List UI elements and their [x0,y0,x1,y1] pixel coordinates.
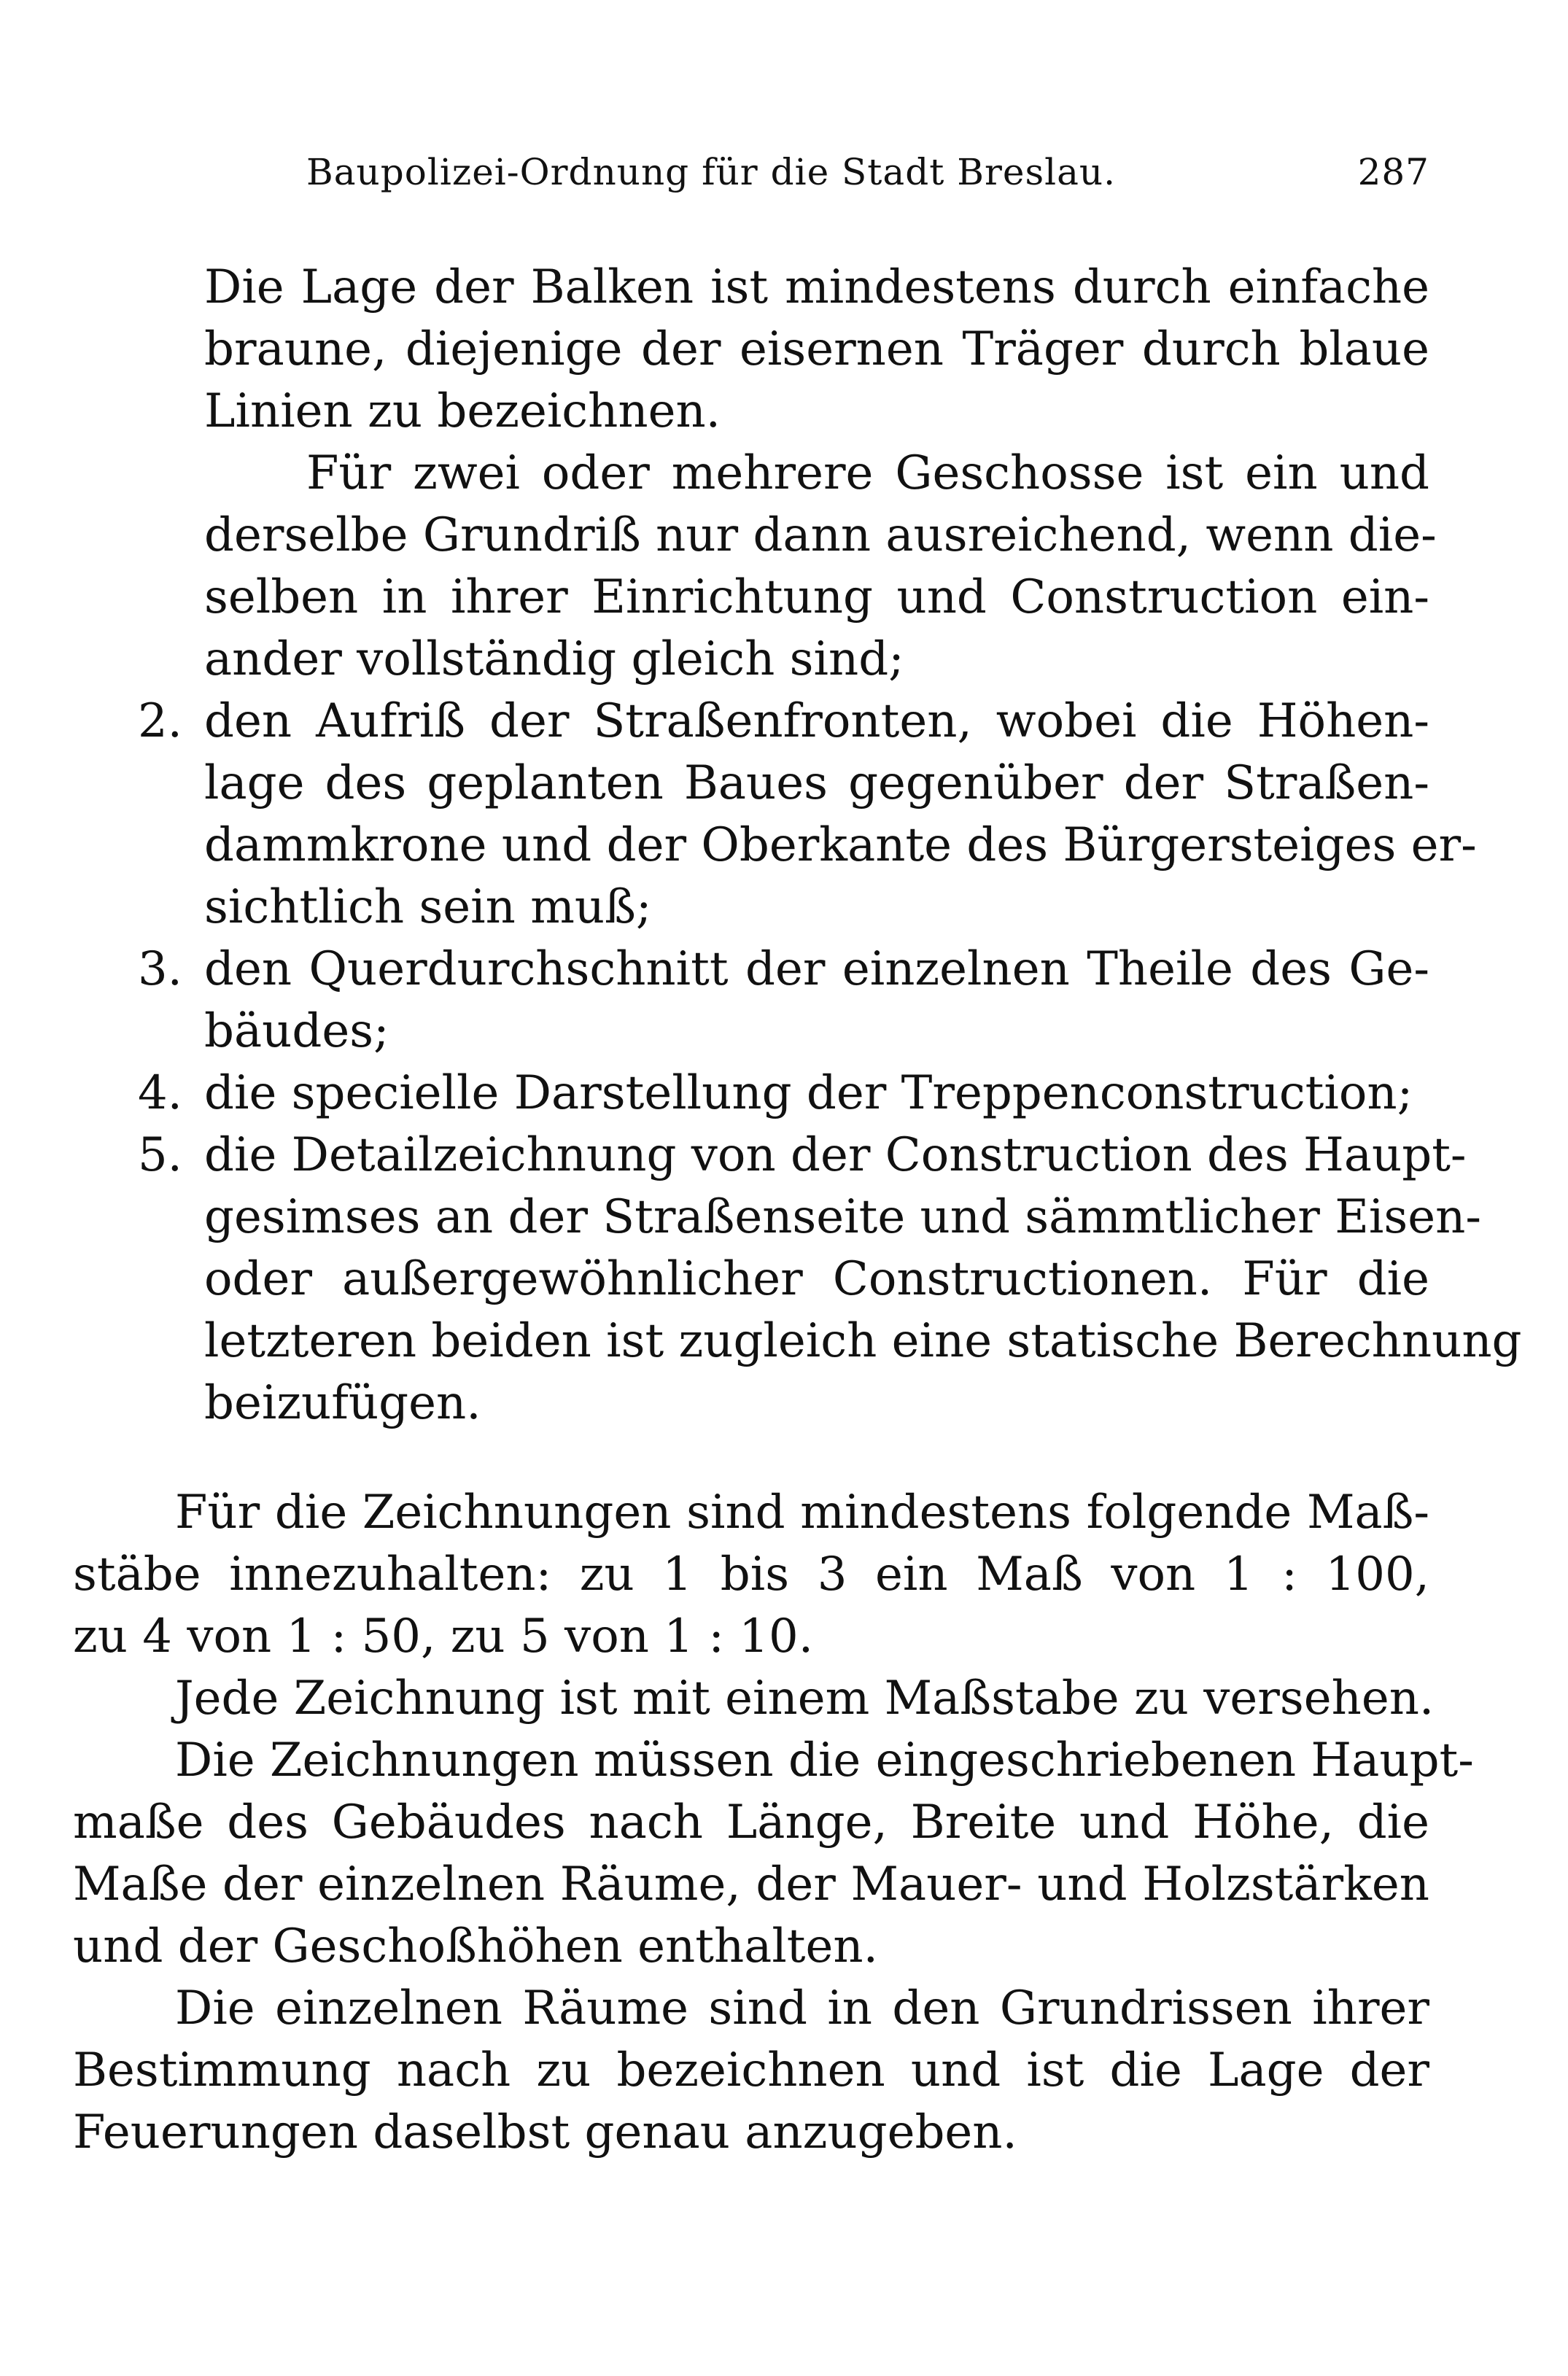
text-line: Linien zu bezeichnen. [204,384,721,438]
running-head [306,143,1429,201]
text-line: Die Zeichnungen müssen die eingeschriebenen Haupt- [175,1734,1474,1787]
text-line: Die einzelnen Räume sind in den Grundrissen ihrer [175,1981,1429,2035]
text-line: beizufügen. [204,1376,481,1430]
running-head-title: Baupolizei-Ordnung für die Stadt Breslau. [306,151,1116,193]
text-line: Jede Zeichnung ist mit einem Maßstabe zu versehen. [175,1672,1435,1725]
text-line: Für die Zeichnungen sind mindestens folgende Maß- [175,1486,1429,1540]
text-line: und der Geschoßhöhen enthalten. [73,1919,878,1973]
item-number: 3. [137,942,182,996]
text-line: Bestimmung nach zu bezeichnen und ist die Lage der [73,2043,1429,2097]
text-line: oder außergewöhnlicher Constructionen. Für die [204,1252,1429,1306]
text-line: zu 4 von 1 : 50, zu 5 von 1 : 10. [73,1610,814,1663]
text-line: Für zwei oder mehrere Geschosse ist ein und [306,446,1429,500]
text-line: die Detailzeichnung von der Construction des Haupt- [204,1128,1467,1182]
page-number: 287 [1357,151,1429,193]
text-line: braune, diejenige der eisernen Träger durch blaue [204,322,1429,376]
item-number: 5. [137,1128,182,1182]
text-line: derselbe Grundriß nur dann ausreichend, wenn die- [204,508,1437,562]
text-line: sichtlich sein muß; [204,880,652,934]
text-line: Maße der einzelnen Räume, der Mauer- und Holzstärken [73,1857,1429,1911]
text-line: Die Lage der Balken ist mindestens durch einfache [204,260,1429,314]
text-line: den Aufriß der Straßenfronten, wobei die Höhen- [204,694,1429,748]
text-line: bäudes; [204,1004,389,1058]
text-line: maße des Gebäudes nach Länge, Breite und Höhe, die [73,1795,1429,1849]
item-number: 4. [137,1066,182,1120]
text-line: selben in ihrer Einrichtung und Construction ein- [204,570,1429,624]
text-line: dammkrone und der Oberkante des Bürgersteiges er- [204,818,1477,872]
text-line: letzteren beiden ist zugleich eine statische Berechnung [204,1314,1522,1368]
text-line: ander vollständig gleich sind; [204,632,904,686]
item-number: 2. [137,694,182,748]
text-line: die specielle Darstellung der Treppenconstruction; [204,1066,1413,1120]
text-line: den Querdurchschnitt der einzelnen Theile des Ge- [204,942,1429,996]
text-line: stäbe innezuhalten: zu 1 bis 3 ein Maß von 1 : 100, [73,1548,1429,1602]
text-line: Feuerungen daselbst genau anzugeben. [73,2105,1017,2159]
text-line: gesimses an der Straßenseite und sämmtlicher Eisen- [204,1190,1481,1244]
text-line: lage des geplanten Baues gegenüber der Straßen- [204,756,1429,810]
